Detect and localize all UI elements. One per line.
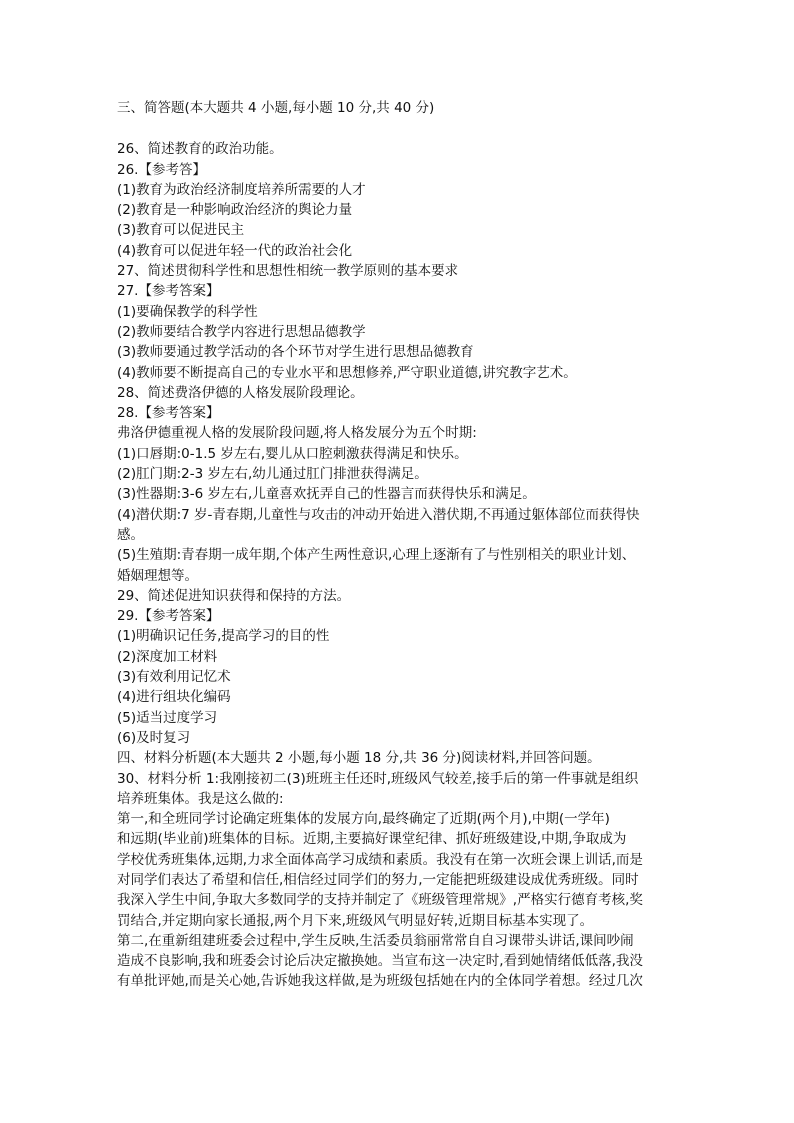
text-line: 26.【参考答】 (117, 161, 206, 178)
text-line: (3)教师要通过教学活动的各个环节对学生进行思想品德教育 (117, 344, 474, 361)
text-line: 27、简述贯彻科学性和思想性相统一教学原则的基本要求 (117, 263, 459, 280)
text-line: 造成不良影响,我和班委会讨论后决定撤换她。当宣布这一决定时,看到她情绪低低落,我没 (117, 953, 643, 970)
text-line: (4)教师要不断提高自己的专业水平和思想修养,严守职业道德,讲究教字艺术。 (117, 364, 577, 381)
text-line: 第二,在重新组建班委会过程中,学生反映,生活委员翁丽常常自自习课带头讲话,课间吵闹 (117, 932, 634, 949)
text-line: 有单批评她,而是关心她,告诉她我这样做,是为班级包括她在内的全体同学着想。经过几次 (117, 973, 643, 990)
text-line: 婚姻理想等。 (117, 567, 198, 584)
text-line: (2)深度加工材料 (117, 648, 218, 665)
text-line: 28.【参考答案】 (117, 405, 220, 422)
document-body (117, 139, 687, 991)
text-line: (4)教育可以促进年轻一代的政治社会化 (117, 242, 353, 259)
text-line: 29.【参考答案】 (117, 608, 220, 625)
section-title: 三、简答题(本大题共 4 小题,每小题 10 分,共 40 分) (117, 100, 435, 116)
text-line: 第一,和全班同学讨论确定班集体的发展方向,最终确定了近期(两个月),中期(一学年) (117, 811, 610, 828)
text-line: (2)教育是一种影响政治经济的舆论力量 (117, 202, 353, 219)
text-line: 弗洛伊德重视人格的发展阶段问题,将人格发展分为五个时期: (117, 425, 477, 442)
text-line: (2)肛门期:2-3 岁左右,幼儿通过肛门排泄获得满足。 (117, 466, 428, 483)
text-line: 28、简述费洛伊德的人格发展阶段理论。 (117, 384, 364, 401)
text-line: (5)生殖期:青春期一成年期,个体产生两性意识,心理上逐渐有了与性别相关的职业计划、 (117, 547, 636, 564)
text-line: 29、简述促进知识获得和保持的方法。 (117, 587, 351, 604)
document-page (117, 98, 687, 992)
text-line: 学校优秀班集体,远期,力求全面体高学习成绩和素质。我没有在第一次班会课上训话,而是 (117, 851, 643, 868)
spacer (117, 118, 687, 139)
text-line: 我深入学生中间,争取大多数同学的支持并制定了《班级管理常规》,严格实行德育考核,奖 (117, 892, 643, 909)
text-line: (3)有效利用记忆术 (117, 669, 231, 686)
text-line: (1)教育为政治经济制度培养所需要的人才 (117, 181, 366, 198)
text-line: (1)要确保教学的科学性 (117, 303, 258, 320)
text-line: (1)口唇期:0-1.5 岁左右,婴儿从口腔刺激获得满足和快乐。 (117, 445, 468, 462)
text-line: 罚结合,并定期向家长通报,两个月下来,班级风气明显好转,近期目标基本实现了。 (117, 912, 594, 929)
text-line: (1)明确识记任务,提高学习的目的性 (117, 628, 330, 645)
text-line: (5)适当过度学习 (117, 709, 218, 726)
text-line: (3)性器期:3-6 岁左右,儿童喜欢抚弄自己的性器言而获得快乐和满足。 (117, 486, 536, 503)
text-line: 30、材料分析 1:我刚接初二(3)班班主任还时,班级风气较差,接手后的第一件事就是组织 (117, 770, 639, 787)
text-line: (2)教师要结合教学内容进行思想品德教学 (117, 323, 366, 340)
text-line: (6)及时复习 (117, 729, 191, 746)
text-line: 对同学们表达了希望和信任,相信经过同学们的努力,一定能把班级建设成优秀班级。同时 (117, 871, 639, 888)
text-line: 26、简述教育的政治功能。 (117, 141, 283, 158)
text-line: 和远期(毕业前)班集体的目标。近期,主要搞好课堂纪律、抓好班级建设,中期,争取成为 (117, 831, 627, 848)
text-line: 27.【参考答案】 (117, 283, 220, 300)
text-line: (4)潜伏期:7 岁-青春期,儿童性与攻击的冲动开始进入潜伏期,不再通过躯体部位而获得快 (117, 506, 640, 523)
text-line: 培养班集体。我是这么做的: (117, 790, 284, 807)
text-line: (3)教育可以促进民主 (117, 222, 245, 239)
text-line: 四、材料分析题(本大题共 2 小题,每小题 18 分,共 36 分)阅读材料,并回答问题。 (117, 750, 601, 767)
text-line: (4)进行组块化编码 (117, 689, 231, 706)
text-line: 感。 (117, 526, 144, 543)
